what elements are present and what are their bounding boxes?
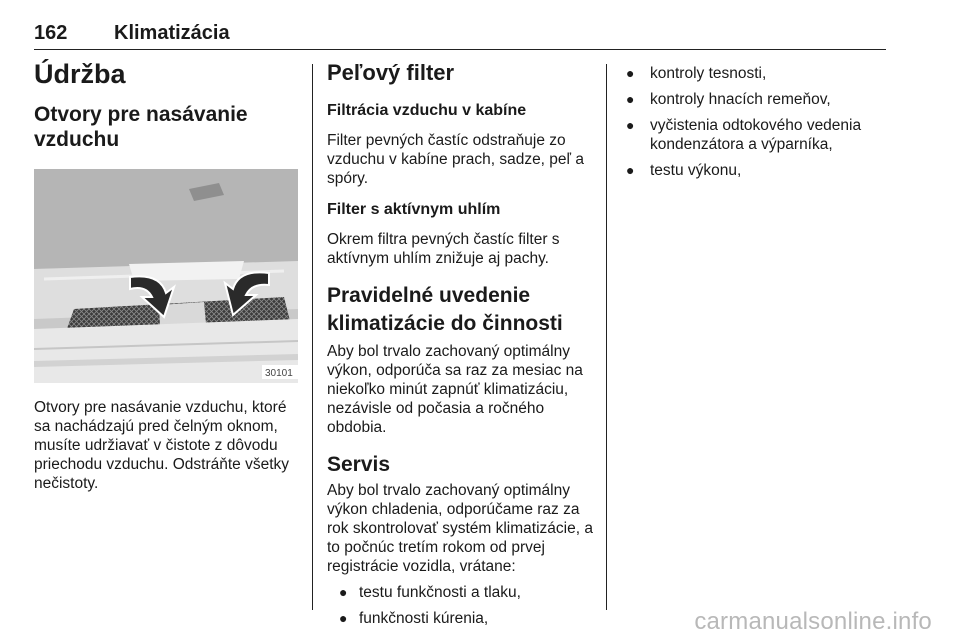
chapter-title: Klimatizácia (114, 22, 230, 44)
air-intake-illustration (34, 169, 298, 383)
page-number: 162 (34, 22, 68, 44)
air-intake-drawing (34, 169, 298, 383)
column-3 (620, 64, 886, 187)
column-divider-2 (606, 64, 607, 610)
list-item: ● kontroly hnacích remeňov, (626, 91, 831, 108)
figure-number: 30101 (265, 368, 293, 379)
list-item: ● kontroly tesnosti, (626, 65, 767, 82)
column-divider-1 (312, 64, 313, 610)
bullet-icon: ● (626, 117, 635, 133)
subheading-air-intake: Otvory pre nasávanie vzduchu (34, 103, 248, 151)
subheading-carbon-filter: Filter s aktívnym uhlím (327, 201, 501, 218)
carbon-filter-paragraph: Okrem filtra pevných častíc filter s aktívnym uhlím znižuje aj pachy. (327, 231, 560, 267)
regular-operation-paragraph: Aby bol trvalo zachovaný optimálny výkon, odporúča sa raz za mesiac na niekoľko minút zapnúť klimatizáciu, nezávisle od počasia a ročného obdobia. (327, 343, 583, 436)
section-heading-servis: Servis (327, 453, 391, 476)
section-heading-udrzba: Údržba (34, 59, 126, 89)
bullet-icon: ● (339, 610, 348, 626)
bullet-icon: ● (626, 162, 635, 178)
bullet-icon: ● (626, 91, 635, 107)
air-intake-paragraph: Otvory pre nasávanie vzduchu, ktoré sa nachádzajú pred čelným oknom, musíte udržiavať v čistote z dôvodu priechodu vzduchu. Odstráňte všetky nečistoty. (34, 399, 290, 492)
subheading-cabin-filtration: Filtrácia vzduchu v kabíne (327, 102, 527, 119)
list-item: ● funkčnosti kúrenia, (339, 610, 489, 627)
watermark: carmanualsonline.info (694, 608, 932, 635)
servis-bullet-list (327, 583, 597, 628)
servis-bullet-list-continued (620, 64, 886, 180)
section-heading-pollen-filter: Peľový filter (327, 60, 455, 85)
list-item: ● testu výkonu, (626, 162, 742, 179)
bullet-icon: ● (626, 65, 635, 81)
column-1 (34, 58, 302, 493)
servis-paragraph: Aby bol trvalo zachovaný optimálny výkon chladenia, odporúčame raz za rok skontrolovať systém klimatizácie, a to počnúc tretím rokom od prvej registrácie vozidla, vrátane: (327, 482, 593, 575)
list-item: ● testu funkčnosti a tlaku, (339, 584, 521, 601)
list-item: ● vyčistenia odtokového vedenia kondenzátora a výparníka, (626, 117, 862, 153)
section-heading-regular-operation: Pravidelné uvedenie klimatizácie do činnosti (327, 284, 563, 335)
bullet-icon: ● (339, 584, 348, 600)
header-rule (34, 49, 886, 50)
cabin-filtration-paragraph: Filter pevných častíc odstraňuje zo vzduchu v kabíne prach, sadze, peľ a spóry. (327, 132, 584, 187)
column-2 (327, 58, 597, 635)
